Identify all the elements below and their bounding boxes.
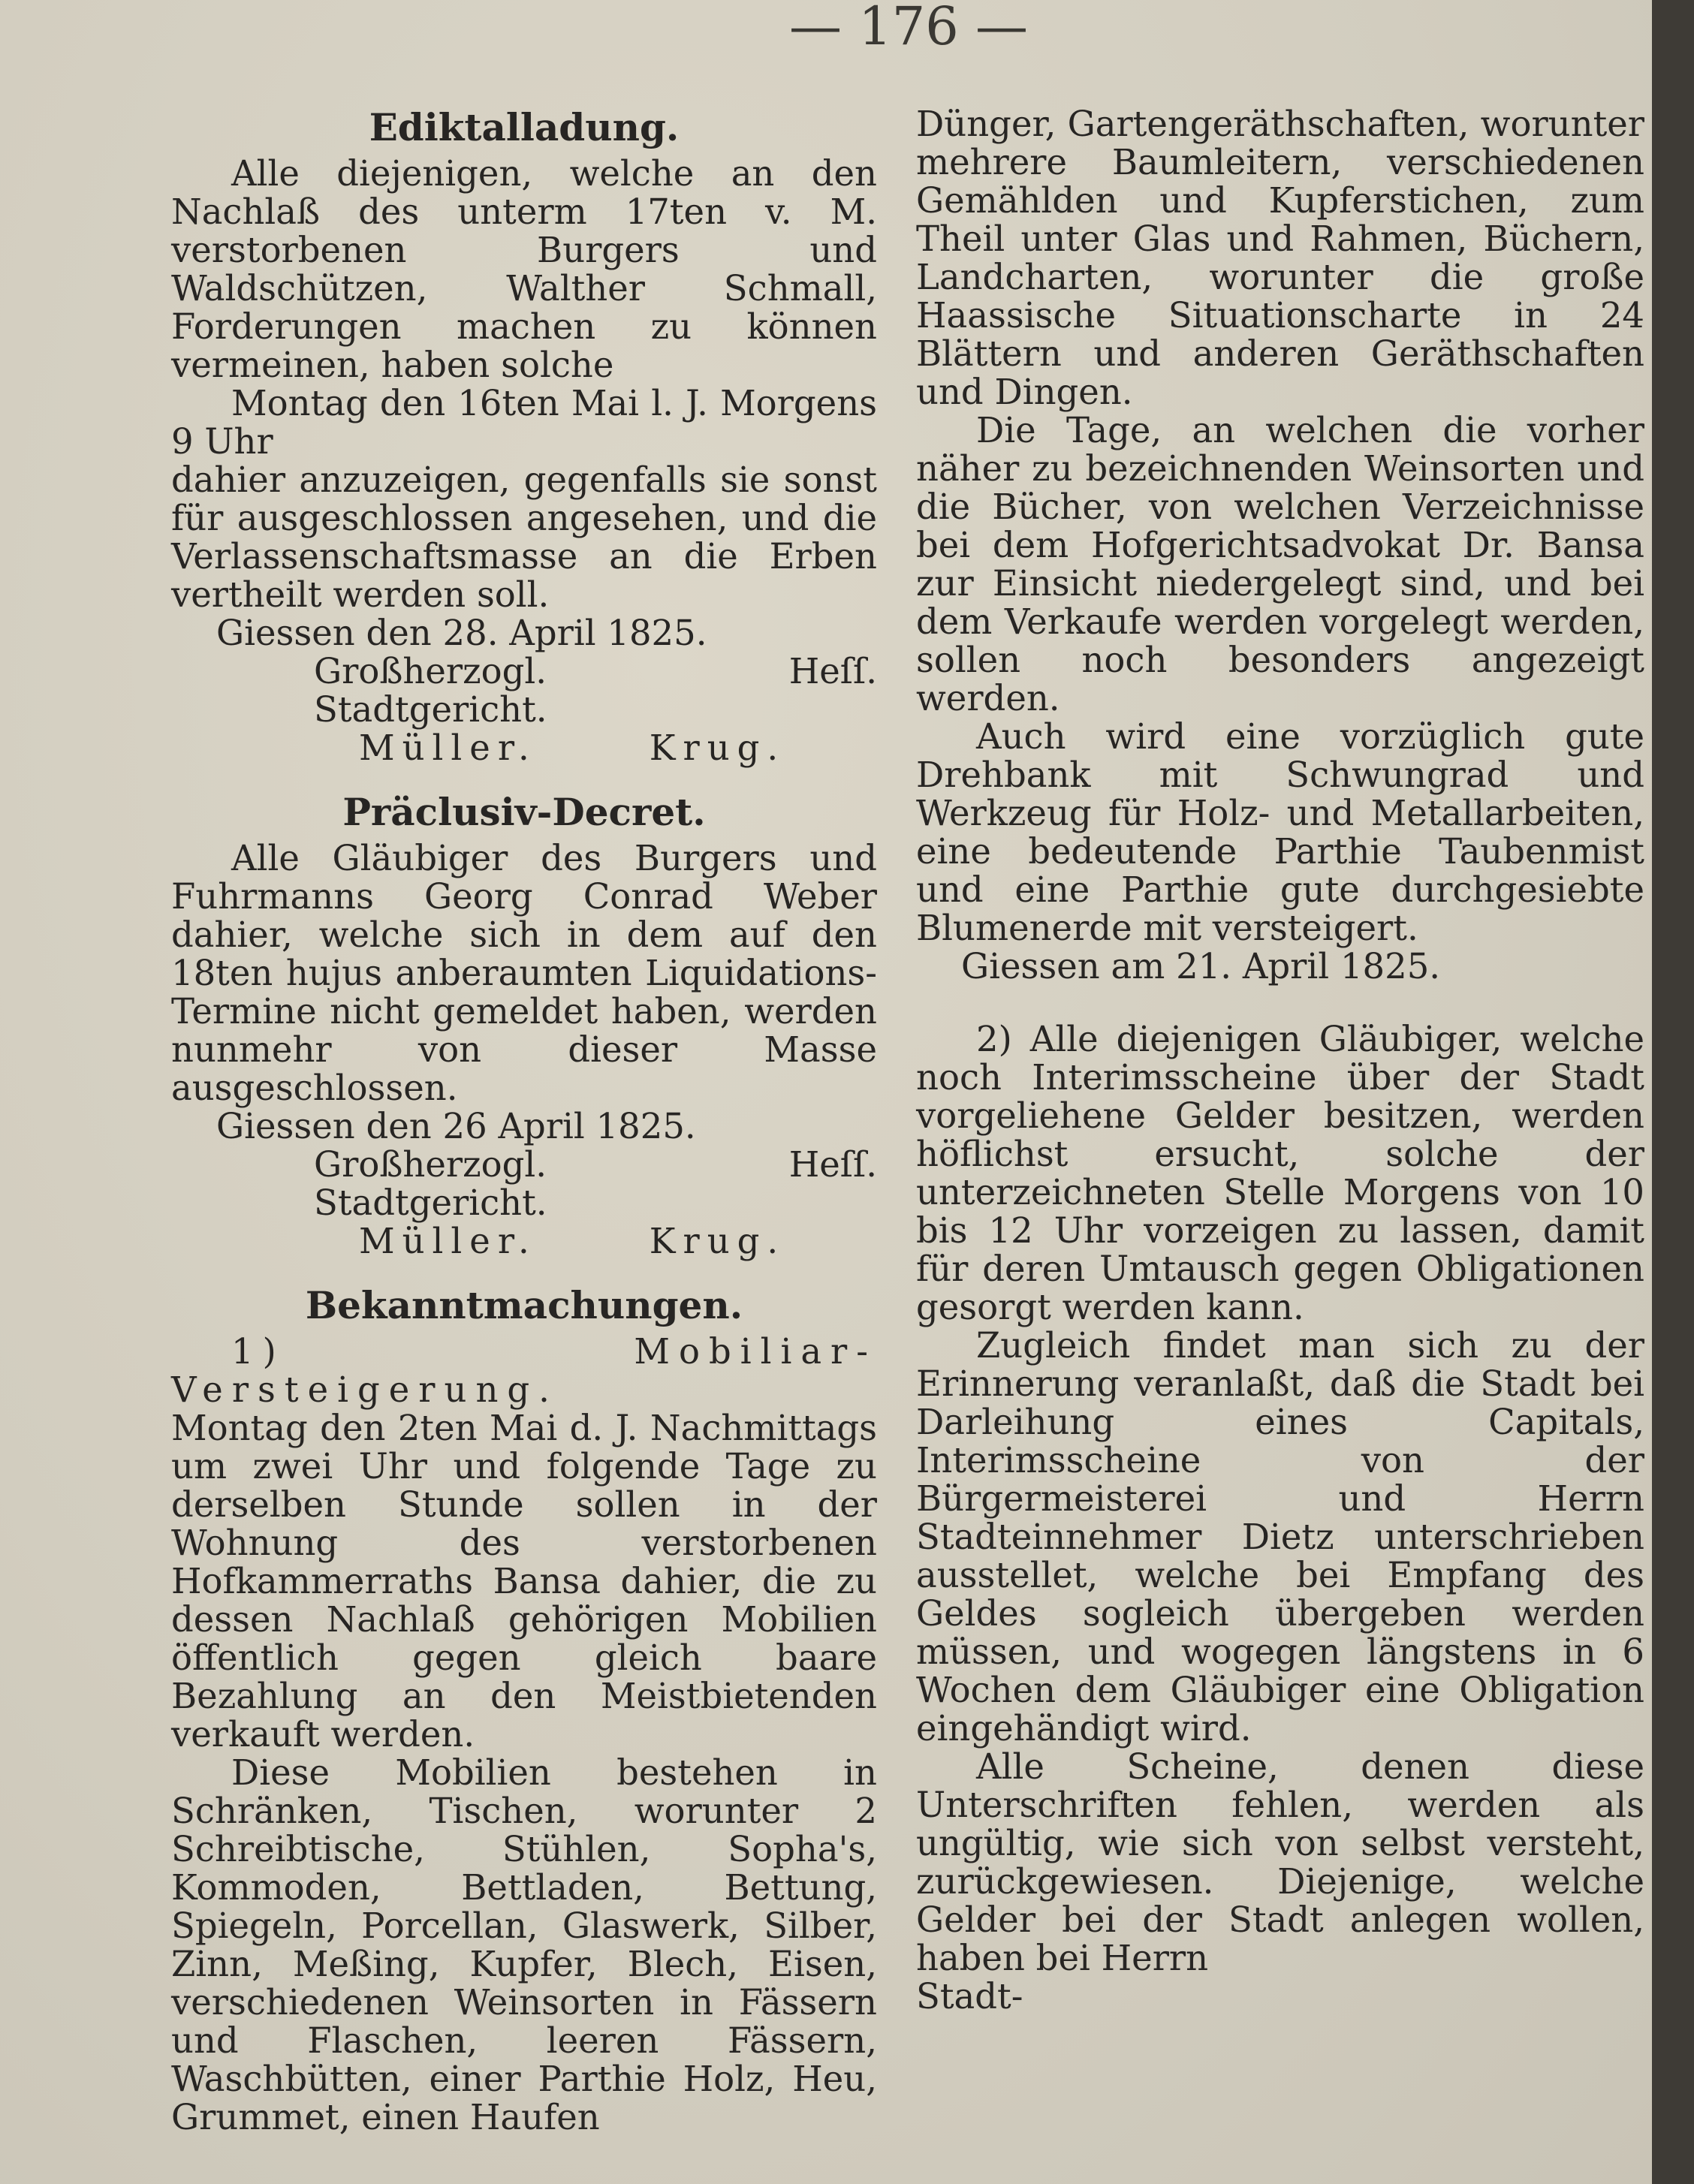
notice-paragraph: Alle Gläubiger des Burgers und Fuhrmanns Georg Conrad Weber dahier, welche sich in dem auf den 18ten hujus anberaumten Liquidations-Termine nicht gemeldet haben, werden nunmehr von dieser Masse ausgeschlossen. — [171, 838, 877, 1108]
notice-title: Präclusiv-Decret. — [342, 790, 706, 834]
notice-paragraph: Alle diejenigen, welche an den Nachlaß des unterm 17ten v. M. verstorbenen Burgers und Waldschützen, Walther Schmall, Forderungen machen zu können vermeinen, haben solche — [171, 153, 877, 385]
continued-paragraph: Dünger, Gartengeräthschaften, worunter mehrere Baumleitern, verschiedenen Gemählden und Kupferstichen, zum Theil unter Glas und Rahmen, Büchern, Landcharten, worunter die große Haassische Situationscharte in 24 Blättern und anderen Geräthschaften und Dingen. — [916, 104, 1644, 412]
signatures — [171, 729, 877, 767]
notice-paragraph: dahier anzuzeigen, gegenfalls sie sonst für ausgeschlossen angesehen, und die Verlassenschaftsmasse an die Erben vertheilt werden soll. — [171, 459, 877, 615]
signature-mueller: Müller. — [359, 1221, 537, 1261]
binding-edge — [1652, 0, 1694, 2184]
left-column — [171, 105, 877, 2137]
place-date: Giessen den 28. April 1825. — [216, 613, 707, 653]
auction-heading: 1) Mobiliar-Versteigerung. — [171, 1331, 877, 1410]
notice-paragraph: Zugleich findet man sich zu der Erinnerung veranlaßt, daß die Stadt bei Darleihung eines Capitals, Interimsscheine von der Bürgermeisterei und Herrn Stadteinnehmer Dietz unterschrieben ausstellet, welche bei Empfang des Geldes sogleich übergeben werden müssen, und wogegen längstens in 6 Wochen dem Gläubiger eine Obligation eingehändigt wird. — [916, 1325, 1644, 1749]
notice-paragraph: Auch wird eine vorzüglich gute Drehbank mit Schwungrad und Werkzeug für Holz- und Metallarbeiten, eine bedeutende Parthie Taubenmist und eine Parthie gute durchgesiebte Blumenerde mit versteigert. — [916, 716, 1644, 948]
notice-paragraph: Diese Mobilien bestehen in Schränken, Tischen, worunter 2 Schreibtische, Stühlen, Sopha's, Kommoden, Bettladen, Bettung, Spiegeln, Porcellan, Glaswerk, Silber, Zinn, Meßing, Kupfer, Blech, Eisen, verschiedenen Weinsorten in Fässern und Flaschen, leeren Fässern, Waschbütten, einer Parthie Holz, Heu, Grummet, einen Haufen — [171, 1752, 877, 2137]
appointment-date: Montag den 16ten Mai l. J. Morgens 9 Uhr — [171, 383, 877, 462]
notice-paragraph: Montag den 2ten Mai d. J. Nachmittags um zwei Uhr und folgende Tage zu derselben Stunde sollen in der Wohnung des verstorbenen Hofkammerraths Bansa dahier, die zu dessen Nachlaß gehörigen Mobilien öffentlich gegen gleich baare Bezahlung an den Meistbietenden verkauft werden. — [171, 1408, 877, 1755]
signatures — [171, 1222, 877, 1261]
section-title: Bekanntmachungen. — [305, 1283, 743, 1327]
page-number: — 176 — — [788, 0, 1029, 53]
signature-krug: Krug. — [649, 727, 786, 768]
place-date: Giessen den 26 April 1825. — [216, 1106, 696, 1146]
court-name: Großherzogl. Heſſ. Stadtgericht. — [314, 651, 877, 730]
announcements-section — [171, 1283, 877, 2137]
notice-paragraph: 2) Alle diejenigen Gläubiger, welche noch Interimsscheine über der Stadt vorgeliehene Gelder besitzen, werden höflichst ersucht, solche der unterzeichneten Stelle Morgens von 10 bis 12 Uhr vorzeigen zu lassen, damit für deren Umtausch gegen Obligationen gesorgt werden kann. — [916, 1019, 1644, 1327]
signature-mueller: Müller. — [359, 727, 537, 768]
notice-title: Ediktalladung. — [369, 105, 680, 149]
notice-paragraph: Alle Scheine, denen diese Unterschriften fehlen, werden als ungültig, wie sich von selbst versteht, zurückgewiesen. Diejenige, welche Gelder bei der Stadt anlegen wollen, haben bei Herrn — [916, 1746, 1644, 1978]
signature-krug: Krug. — [649, 1221, 786, 1261]
catchword: Stadt- — [916, 1976, 1023, 2017]
edictal-summons-notice — [171, 105, 877, 767]
notice-paragraph: Die Tage, an welchen die vorher näher zu bezeichnenden Weinsorten und die Bücher, von welchen Verzeichnisse bei dem Hofgerichtsadvokat Dr. Bansa zur Einsicht niedergelegt sind, und bei dem Verkaufe werden vorgelegt werden, sollen noch besonders angezeigt werden. — [916, 410, 1644, 718]
preclusive-decree-notice — [171, 790, 877, 1261]
right-column — [916, 105, 1644, 2016]
place-date: Giessen am 21. April 1825. — [961, 946, 1441, 987]
court-name: Großherzogl. Heſſ. Stadtgericht. — [314, 1144, 877, 1223]
